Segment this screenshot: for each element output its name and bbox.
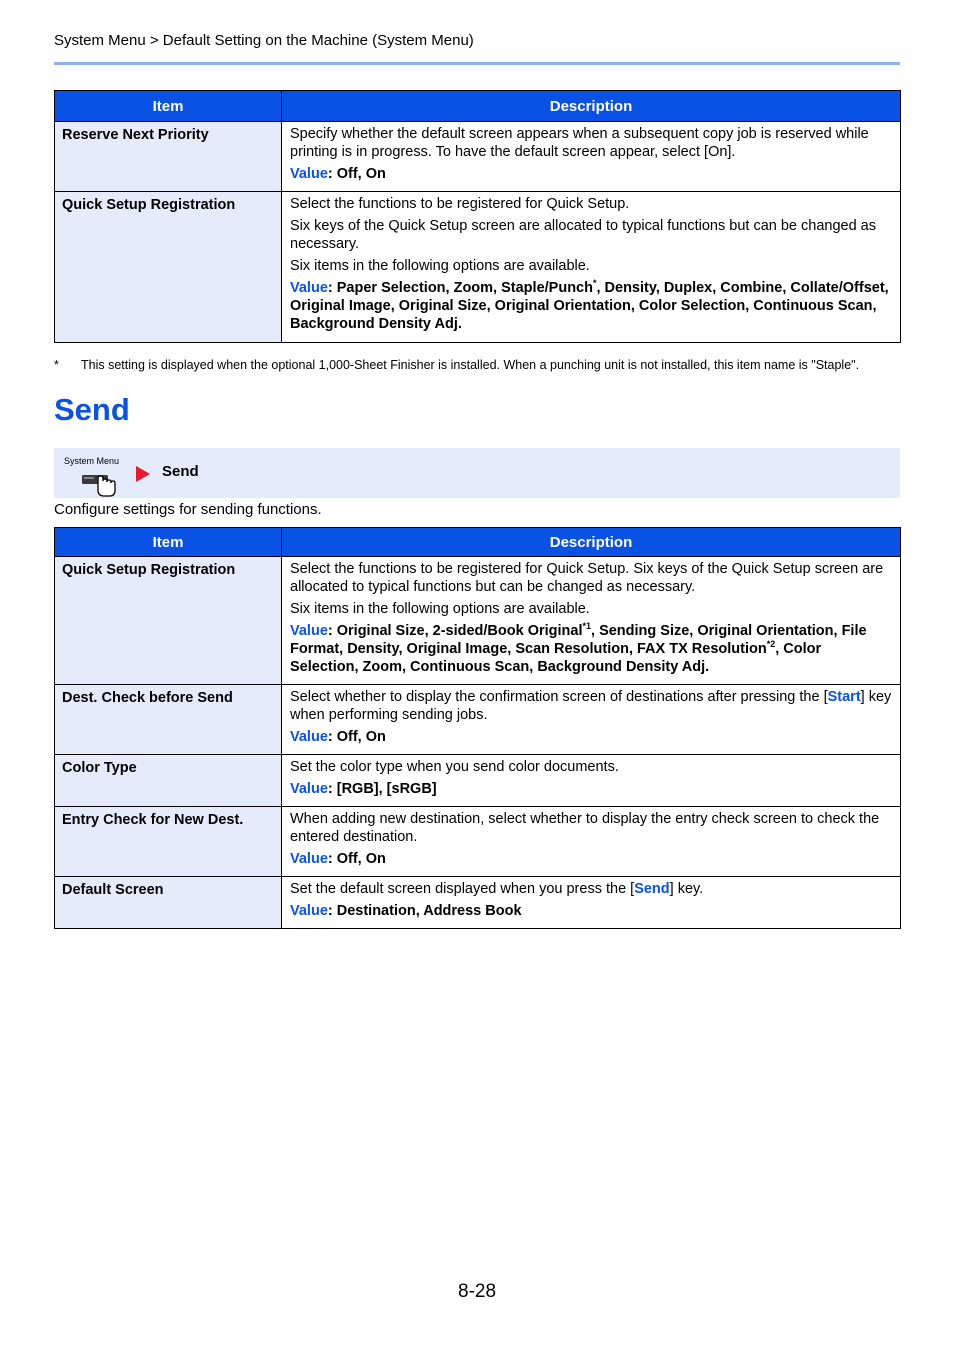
footnote-ref: *1	[582, 621, 592, 632]
navigation-path	[54, 448, 900, 498]
table-header-row	[55, 528, 901, 557]
value-text: : Off, On	[327, 729, 386, 745]
table-header-row	[55, 91, 901, 122]
value-label: Value	[290, 729, 328, 745]
page-number: 8-28	[458, 1281, 497, 1302]
header-rule	[54, 62, 900, 65]
item-name: Entry Check for New Dest.	[55, 807, 282, 877]
footnote-text: This setting is displayed when the optional 1,000-Sheet Finisher is installed. When a punching unit is not installed, this item name is "Staple".	[81, 358, 860, 372]
section-intro: Configure settings for sending functions.	[54, 501, 322, 518]
description-text-part: Select whether to display the confirmation screen of destinations after pressing the [	[290, 689, 828, 705]
column-header-item: Item	[55, 91, 282, 122]
item-name: Reserve Next Priority	[55, 122, 282, 192]
item-description	[282, 807, 901, 877]
value-line	[290, 780, 892, 798]
table-row	[55, 807, 901, 877]
item-description	[282, 685, 901, 755]
value-label: Value	[290, 781, 328, 797]
description-text: Specify whether the default screen appears when a subsequent copy job is reserved while printing is in progress. To have the default screen appear, select [On].	[290, 126, 869, 160]
item-name: Color Type	[55, 755, 282, 807]
description-text-part: ] key.	[669, 881, 704, 897]
description-text: Select the functions to be registered for Quick Setup.	[290, 196, 630, 212]
value-label: Value	[290, 903, 328, 919]
value-line	[290, 902, 892, 920]
system-menu-key-label: System Menu	[64, 456, 120, 466]
item-description	[282, 557, 901, 685]
value-text: : [RGB], [sRGB]	[327, 781, 437, 797]
value-text: , Density, Duplex, Combine, Collate/Offset, Original Image, Original Size, Original Orientation, Color Selection, Continuous Scan, Background Density Adj.	[290, 280, 889, 332]
value-line	[290, 622, 892, 676]
settings-table-1	[54, 90, 901, 343]
value-line	[290, 850, 892, 868]
item-description	[282, 877, 901, 929]
value-text: : Paper Selection, Zoom, Staple/Punch	[327, 280, 593, 296]
value-line	[290, 165, 892, 183]
column-header-description: Description	[282, 528, 901, 557]
value-text: , Sending Size, Original Orientation, File Format, Density, Original Image, Scan Resolution, FAX TX Resolution	[290, 623, 867, 657]
description-text: Six keys of the Quick Setup screen are allocated to typical functions but can be changed as necessary.	[290, 218, 876, 252]
description-text: Six items in the following options are available.	[290, 258, 590, 274]
pressing-hand-icon	[64, 456, 126, 498]
description-text: Select the functions to be registered for Quick Setup. Six keys of the Quick Setup screen are allocated to typical functions but can be changed as necessary.	[290, 561, 884, 595]
description-text	[290, 880, 892, 898]
table-row	[55, 685, 901, 755]
value-text: : Original Size, 2-sided/Book Original	[327, 623, 583, 639]
description-text: Six items in the following options are available.	[290, 601, 590, 617]
value-label: Value	[290, 623, 328, 639]
settings-table-2	[54, 527, 901, 929]
value-text: : Off, On	[327, 166, 386, 182]
item-name: Quick Setup Registration	[55, 557, 282, 685]
footnote	[54, 358, 859, 372]
item-description	[282, 192, 901, 343]
column-header-item: Item	[55, 528, 282, 557]
breadcrumb: System Menu > Default Setting on the Machine (System Menu)	[54, 32, 474, 49]
table-row	[55, 192, 901, 343]
description-text: Set the color type when you send color documents.	[290, 759, 619, 775]
value-line	[290, 728, 892, 746]
system-menu-key-icon	[64, 456, 126, 498]
item-name: Dest. Check before Send	[55, 685, 282, 755]
value-text: : Off, On	[327, 851, 386, 867]
description-text-part: Set the default screen displayed when you press the [	[290, 881, 635, 897]
start-key-reference: Start	[827, 689, 861, 705]
value-label: Value	[290, 851, 328, 867]
table-row	[55, 557, 901, 685]
value-text: , Color Selection, Zoom, Continuous Scan, Background Density Adj.	[290, 641, 822, 675]
table-row	[55, 122, 901, 192]
column-header-description: Description	[282, 91, 901, 122]
table-row	[55, 755, 901, 807]
send-key-reference: Send	[634, 881, 670, 897]
footnote-ref: *2	[766, 639, 776, 650]
item-name: Default Screen	[55, 877, 282, 929]
item-name: Quick Setup Registration	[55, 192, 282, 343]
description-text-part: ] key when performing sending jobs.	[290, 689, 892, 723]
table-row	[55, 877, 901, 929]
item-description	[282, 755, 901, 807]
value-text: : Destination, Address Book	[327, 903, 522, 919]
description-text: When adding new destination, select whether to display the entry check screen to check the entered destination.	[290, 811, 880, 845]
value-line	[290, 279, 892, 333]
nav-path-text: Send	[162, 463, 199, 480]
item-description	[282, 122, 901, 192]
description-text	[290, 688, 892, 724]
section-title: Send	[54, 392, 130, 427]
footnote-ref: *	[592, 278, 597, 289]
nav-arrow-icon	[136, 466, 150, 482]
value-label: Value	[290, 280, 328, 296]
footnote-mark: *	[54, 358, 59, 372]
value-label: Value	[290, 166, 328, 182]
